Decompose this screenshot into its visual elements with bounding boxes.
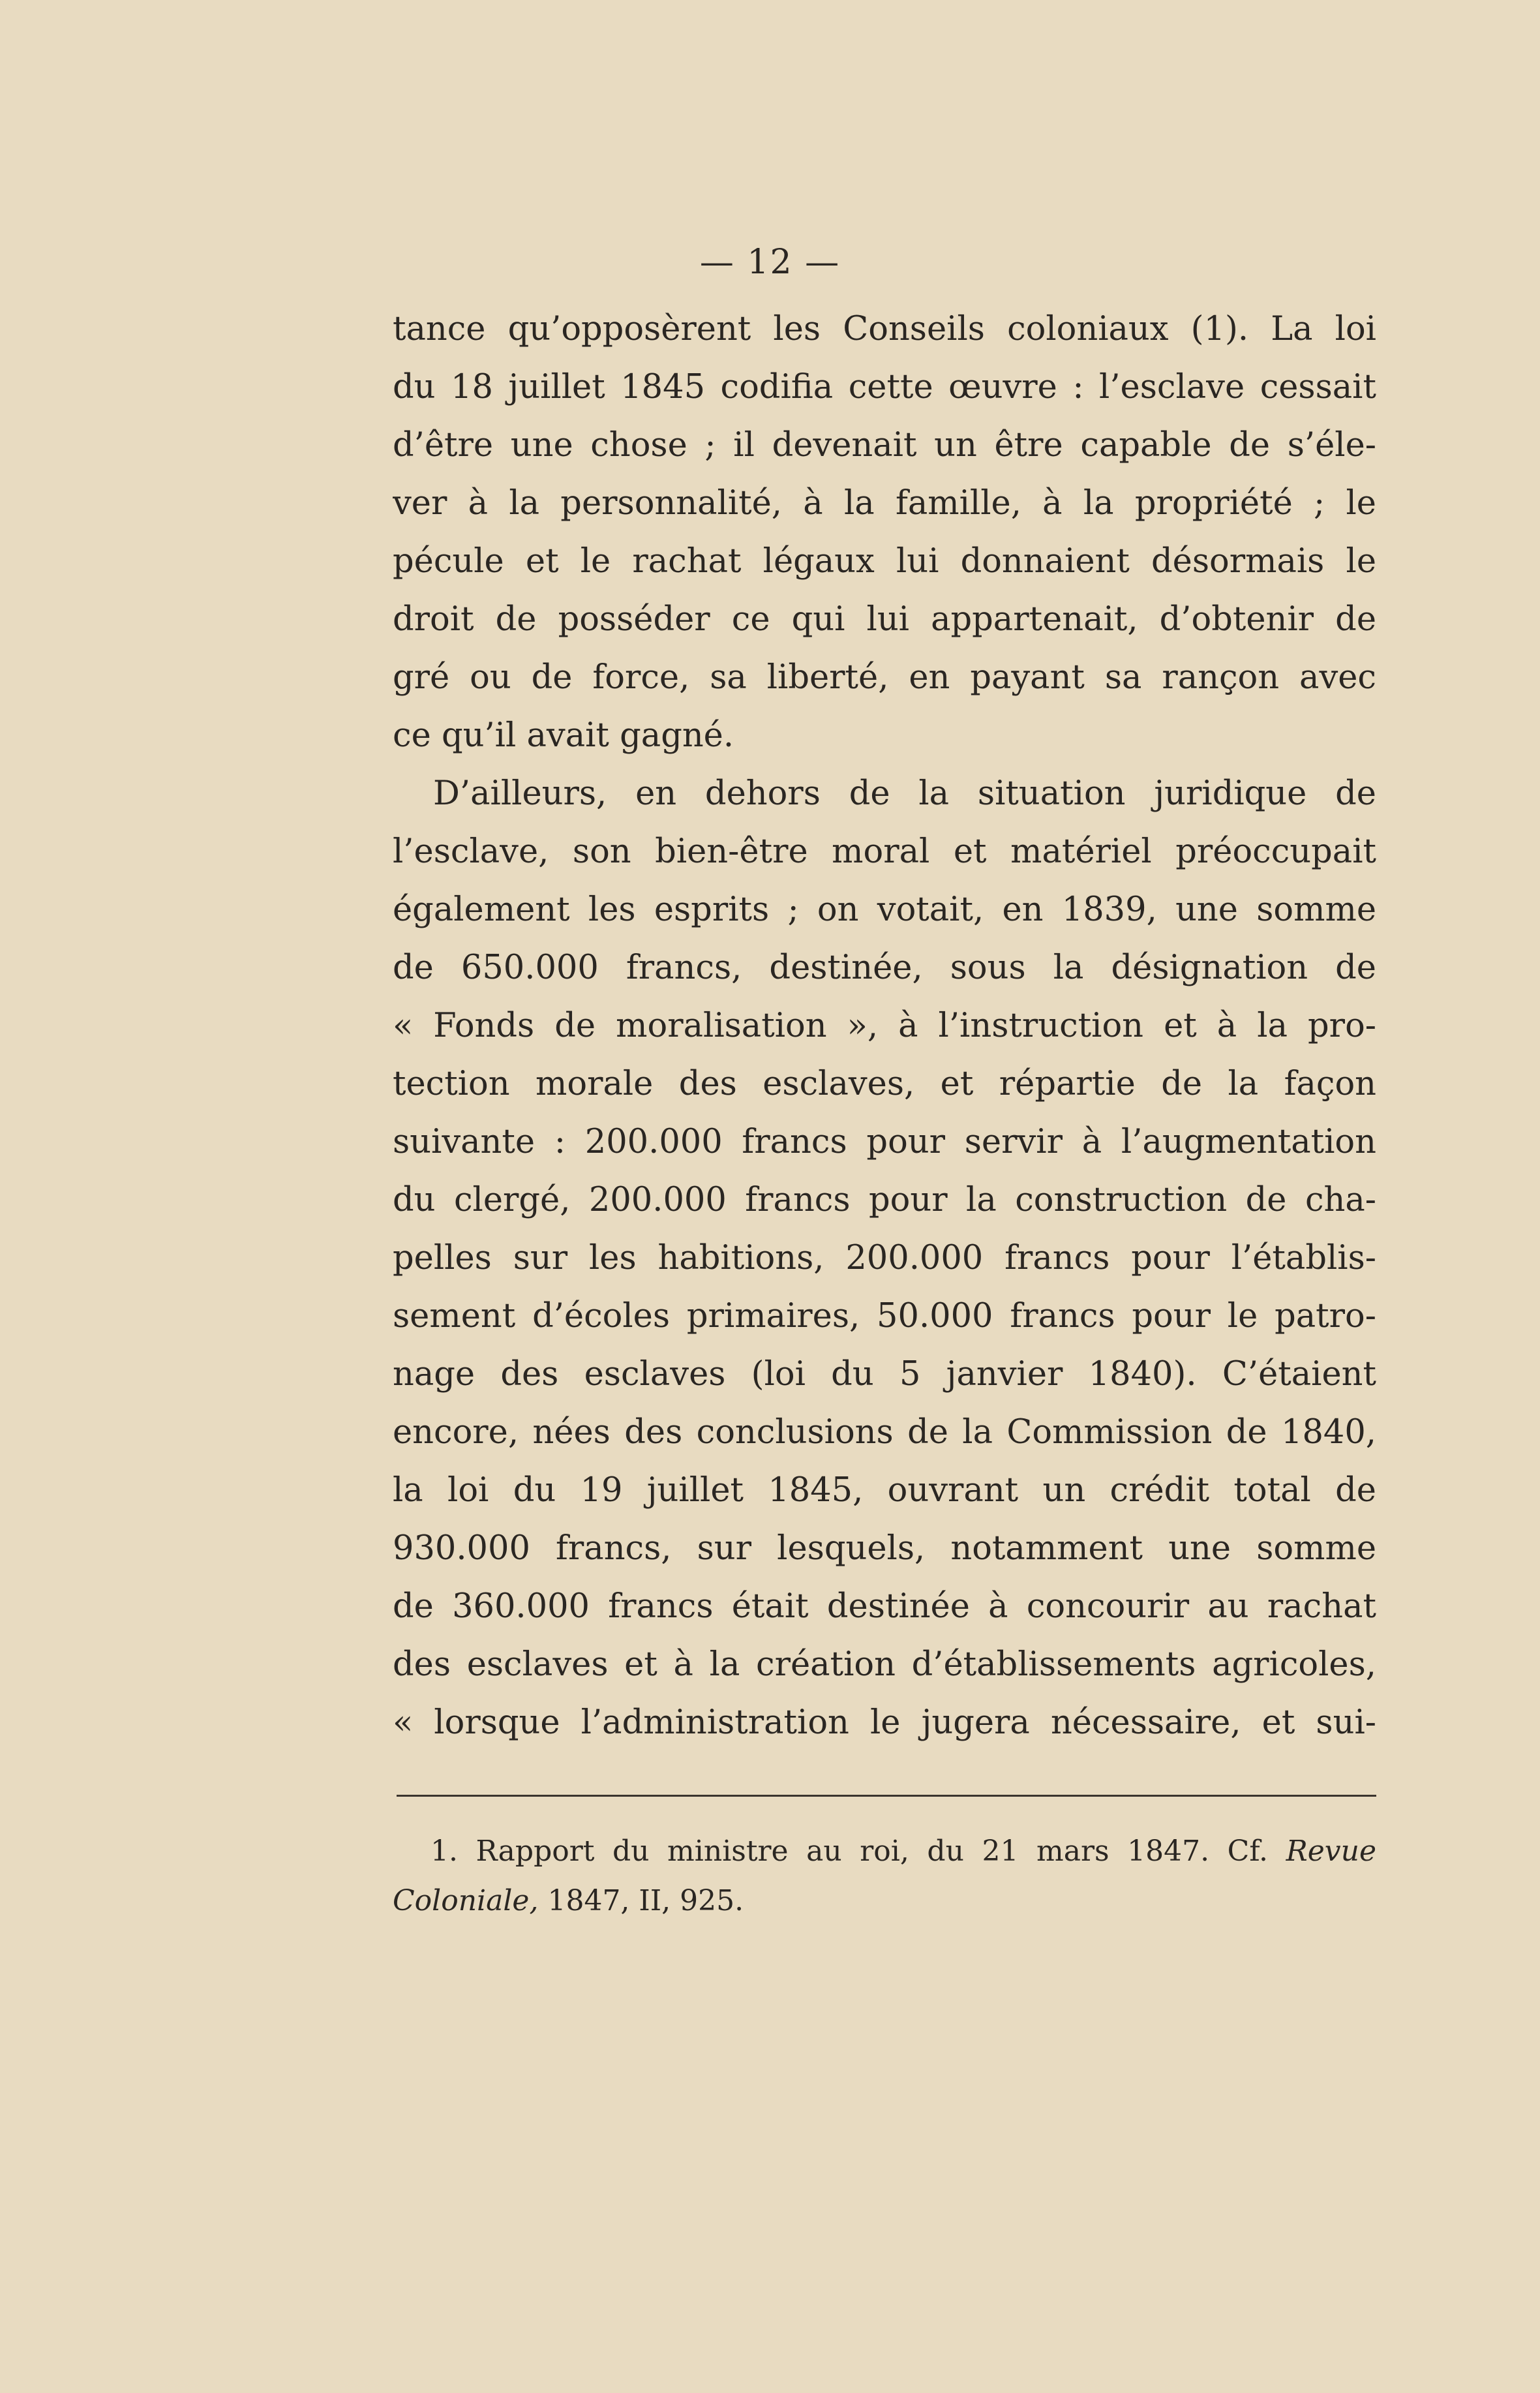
- text-line: tance qu’opposèrent les Conseils coloniaux (1). La loi: [393, 310, 1376, 348]
- text-line: gré ou de force, sa liberté, en payant sa rançon avec: [393, 658, 1376, 697]
- text-line: encore, nées des conclusions de la Commission de 1840,: [393, 1413, 1376, 1452]
- text-line: la loi du 19 juillet 1845, ouvrant un crédit total de: [393, 1471, 1376, 1510]
- footnote-text: 1. Rapport du ministre au roi, du 21 mars 1847. Cf.: [430, 1835, 1269, 1868]
- footnote-divider: [397, 1795, 1376, 1797]
- body-text: [393, 300, 1376, 1752]
- footnote-line: [393, 1827, 1376, 1876]
- text-line: nage des esclaves (loi du 5 janvier 1840). C’étaient: [393, 1355, 1376, 1394]
- footnote-journal-title: Revue: [1286, 1835, 1376, 1868]
- text-line: « Fonds de moralisation », à l’instruction et à la pro-: [393, 1007, 1376, 1045]
- text-line: des esclaves et à la création d’établissements agricoles,: [393, 1645, 1376, 1684]
- text-line: de 650.000 francs, destinée, sous la désignation de: [393, 949, 1376, 987]
- text-line: du clergé, 200.000 francs pour la construction de cha-: [393, 1181, 1376, 1219]
- text-line: droit de posséder ce qui lui appartenait, d’obtenir de: [393, 600, 1376, 639]
- footnote: [393, 1827, 1376, 1926]
- text-line: sement d’écoles primaires, 50.000 francs pour le patro-: [393, 1297, 1376, 1335]
- text-line: pelles sur les habitions, 200.000 francs pour l’établis-: [393, 1239, 1376, 1277]
- text-line: pécule et le rachat légaux lui donnaient désormais le: [393, 542, 1376, 581]
- text-line: « lorsque l’administration le jugera nécessaire, et sui-: [393, 1703, 1376, 1742]
- text-line: d’être une chose ; il devenait un être capable de s’éle-: [393, 426, 1376, 465]
- page-number: — 12 —: [699, 243, 841, 282]
- text-line: de 360.000 francs était destinée à concourir au rachat: [393, 1587, 1376, 1626]
- footnote-line: [393, 1876, 1376, 1926]
- text-line: également les esprits ; on votait, en 1839, une somme: [393, 891, 1376, 929]
- footnote-journal-title: Coloniale,: [393, 1884, 539, 1917]
- text-line: D’ailleurs, en dehors de la situation juridique de: [433, 774, 1376, 813]
- text-line: du 18 juillet 1845 codifia cette œuvre : l’esclave cessait: [393, 368, 1376, 406]
- text-line: suivante : 200.000 francs pour servir à l’augmentation: [393, 1123, 1376, 1161]
- footnote-text: 1847, II, 925.: [538, 1884, 744, 1917]
- text-line: ce qu’il avait gagné.: [393, 716, 734, 755]
- text-line: tection morale des esclaves, et répartie de la façon: [393, 1065, 1376, 1103]
- text-line: 930.000 francs, sur lesquels, notamment une somme: [393, 1529, 1376, 1568]
- text-line: l’esclave, son bien-être moral et matériel préoccupait: [393, 832, 1376, 871]
- text-line: ver à la personnalité, à la famille, à la propriété ; le: [393, 484, 1376, 523]
